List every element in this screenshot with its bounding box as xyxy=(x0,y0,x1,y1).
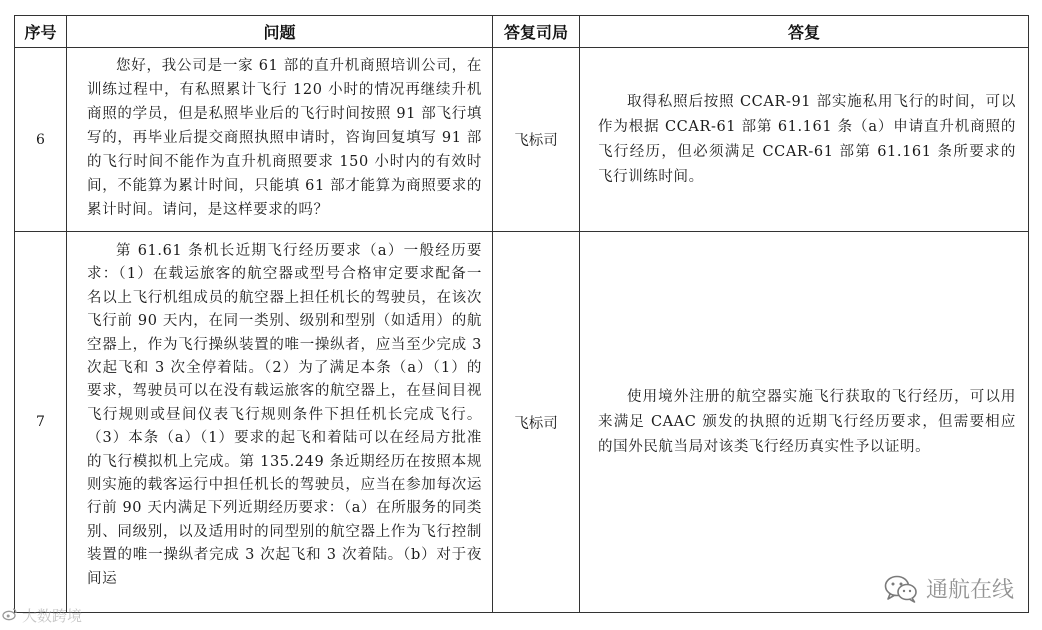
question-cell xyxy=(67,48,493,232)
header-question: 问题 xyxy=(67,16,493,48)
dept-cell: 飞标司 xyxy=(493,232,580,613)
header-dept: 答复司局 xyxy=(493,16,580,48)
question-text: 您好，我公司是一家 61 部的直升机商照培训公司，在训练过程中，有私照累计飞行 120 小时的情况再继续升机商照的学员，但是私照毕业后的飞行时间按照 91 部飞行填写的，再毕业后提交商照执照申请时，咨询回复填写 91 部的飞行时间不能作为直升机商照要求 150 小时内的有效时间，不能算为累计时间，只能填 61 部才能算为商照要求的累计时间。请问，是这样要求的吗？ xyxy=(87,58,482,218)
dept-cell: 飞标司 xyxy=(493,48,580,232)
watermark-left xyxy=(2,605,82,626)
qa-table xyxy=(14,15,1029,613)
table-header-row xyxy=(15,16,1029,48)
header-answer: 答复 xyxy=(580,16,1029,48)
question-cell xyxy=(67,232,493,613)
watermark-right xyxy=(884,573,1014,604)
table-row xyxy=(15,232,1029,613)
row-number: 7 xyxy=(15,232,67,613)
answer-text: 使用境外注册的航空器实施飞行获取的飞行经历，可以用来满足 CAAC 颁发的执照的近期飞行经历要求，但需要相应的国外民航当局对该类飞行经历真实性予以证明。 xyxy=(598,388,1016,455)
header-num: 序号 xyxy=(15,16,67,48)
question-text: 第 61.61 条机长近期飞行经历要求（a）一般经历要求：（1）在载运旅客的航空器或型号合格审定要求配备一名以上飞行机组成员的航空器上担任机长的驾驶员，在该次飞行前 90 天内，在同一类别、级别和型别（如适用）的航空器上，作为飞行操纵装置的唯一操纵者，应当至少完成 3 次起飞和 3 次全停着陆。（2）为了满足本条（a）（1）的要求，驾驶员可以在没有载运旅客的航空器上，在昼间目视飞行规则或昼间仪表飞行规则条件下担任机长完成飞行。（3）本条（a）（1）要求的起飞和着陆可以在经局方批准的飞行模拟机上完成。第 135.249 条近期经历在按照本规则实施的载客运行中担任机长的驾驶员，应当在参加每次运行前 90 天内满足下列近期经历要求：（a）在所服务的同类别、同级别，以及适用时的同型别的航空器上作为飞行控制装置的唯一操纵者完成 3 次起飞和 3 次着陆。（b）对于夜间运 xyxy=(87,243,482,587)
answer-text: 取得私照后按照 CCAR-91 部实施私用飞行的时间，可以作为根据 CCAR-61 部第 61.161 条（a）申请直升机商照的飞行经历，但必须满足 CCAR-61 部第 61.161 条所要求的飞行训练时间。 xyxy=(598,93,1016,185)
row-number: 6 xyxy=(15,48,67,232)
weibo-icon xyxy=(2,607,18,625)
table-row xyxy=(15,48,1029,232)
wechat-icon xyxy=(884,575,918,603)
answer-cell xyxy=(580,232,1029,613)
watermark-left-text: 大数跨境 xyxy=(22,607,83,625)
watermark-right-text: 通航在线 xyxy=(925,578,1014,603)
answer-cell xyxy=(580,48,1029,232)
